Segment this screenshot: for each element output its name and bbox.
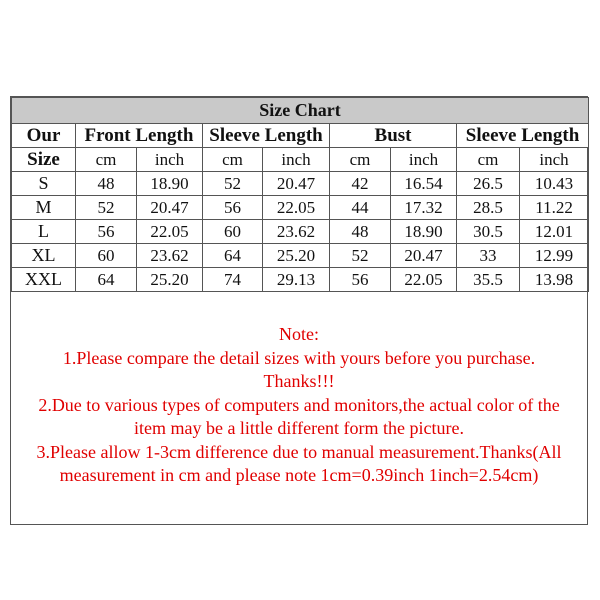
our-size-label-bottom: Size — [12, 148, 76, 172]
table-row — [12, 172, 589, 196]
value-cell: 22.05 — [137, 220, 203, 244]
value-cell: 60 — [76, 244, 137, 268]
value-cell: 30.5 — [457, 220, 520, 244]
value-cell: 17.32 — [391, 196, 457, 220]
value-cell: 48 — [76, 172, 137, 196]
value-cell: 16.54 — [391, 172, 457, 196]
value-cell: 22.05 — [263, 196, 330, 220]
note-line: 3.Please allow 1-3cm difference due to manual measurement.Thanks(All — [36, 441, 562, 462]
unit-header: inch — [137, 148, 203, 172]
value-cell: 64 — [203, 244, 263, 268]
value-cell: 23.62 — [137, 244, 203, 268]
table-row — [12, 244, 589, 268]
unit-header: cm — [457, 148, 520, 172]
value-cell: 20.47 — [263, 172, 330, 196]
note-line: Thanks!!! — [263, 371, 335, 391]
size-cell: XXL — [12, 268, 76, 292]
table-row — [12, 268, 589, 292]
notes-block — [11, 323, 587, 488]
size-chart-title: Size Chart — [12, 98, 589, 124]
unit-header: inch — [263, 148, 330, 172]
value-cell: 33 — [457, 244, 520, 268]
unit-header: inch — [391, 148, 457, 172]
note-line: 1.Please compare the detail sizes with yours before you purchase. — [62, 347, 536, 368]
value-cell: 26.5 — [457, 172, 520, 196]
value-cell: 35.5 — [457, 268, 520, 292]
value-cell: 44 — [330, 196, 391, 220]
note-line: item may be a little different form the picture. — [133, 418, 465, 438]
unit-header: inch — [520, 148, 589, 172]
unit-header: cm — [330, 148, 391, 172]
value-cell: 10.43 — [520, 172, 589, 196]
size-cell: L — [12, 220, 76, 244]
value-cell: 25.20 — [263, 244, 330, 268]
value-cell: 29.13 — [263, 268, 330, 292]
value-cell: 56 — [203, 196, 263, 220]
value-cell: 11.22 — [520, 196, 589, 220]
size-chart-sheet — [10, 96, 588, 525]
table-row — [12, 220, 589, 244]
value-cell: 52 — [330, 244, 391, 268]
value-cell: 23.62 — [263, 220, 330, 244]
group-header-front-length: Front Length — [76, 124, 203, 148]
value-cell: 60 — [203, 220, 263, 244]
value-cell: 18.90 — [137, 172, 203, 196]
table-row — [12, 196, 589, 220]
value-cell: 18.90 — [391, 220, 457, 244]
value-cell: 25.20 — [137, 268, 203, 292]
value-cell: 20.47 — [137, 196, 203, 220]
size-cell: XL — [12, 244, 76, 268]
note-heading: Note: — [279, 324, 319, 344]
value-cell: 48 — [330, 220, 391, 244]
note-line: 2.Due to various types of computers and monitors,the actual color of the — [38, 394, 560, 415]
group-header-bust: Bust — [330, 124, 457, 148]
value-cell: 74 — [203, 268, 263, 292]
value-cell: 64 — [76, 268, 137, 292]
value-cell: 52 — [76, 196, 137, 220]
size-cell: M — [12, 196, 76, 220]
value-cell: 20.47 — [391, 244, 457, 268]
size-chart-table — [11, 97, 589, 292]
value-cell: 28.5 — [457, 196, 520, 220]
value-cell: 13.98 — [520, 268, 589, 292]
value-cell: 42 — [330, 172, 391, 196]
note-line: measurement in cm and please note 1cm=0.39inch 1inch=2.54cm) — [59, 465, 539, 485]
value-cell: 56 — [330, 268, 391, 292]
value-cell: 12.99 — [520, 244, 589, 268]
value-cell: 12.01 — [520, 220, 589, 244]
unit-header: cm — [76, 148, 137, 172]
value-cell: 52 — [203, 172, 263, 196]
our-size-label-top: Our — [12, 124, 76, 148]
value-cell: 56 — [76, 220, 137, 244]
unit-header: cm — [203, 148, 263, 172]
value-cell: 22.05 — [391, 268, 457, 292]
size-cell: S — [12, 172, 76, 196]
group-header-sleeve-length: Sleeve Length — [203, 124, 330, 148]
group-header-sleeve-length-2: Sleeve Length — [457, 124, 589, 148]
